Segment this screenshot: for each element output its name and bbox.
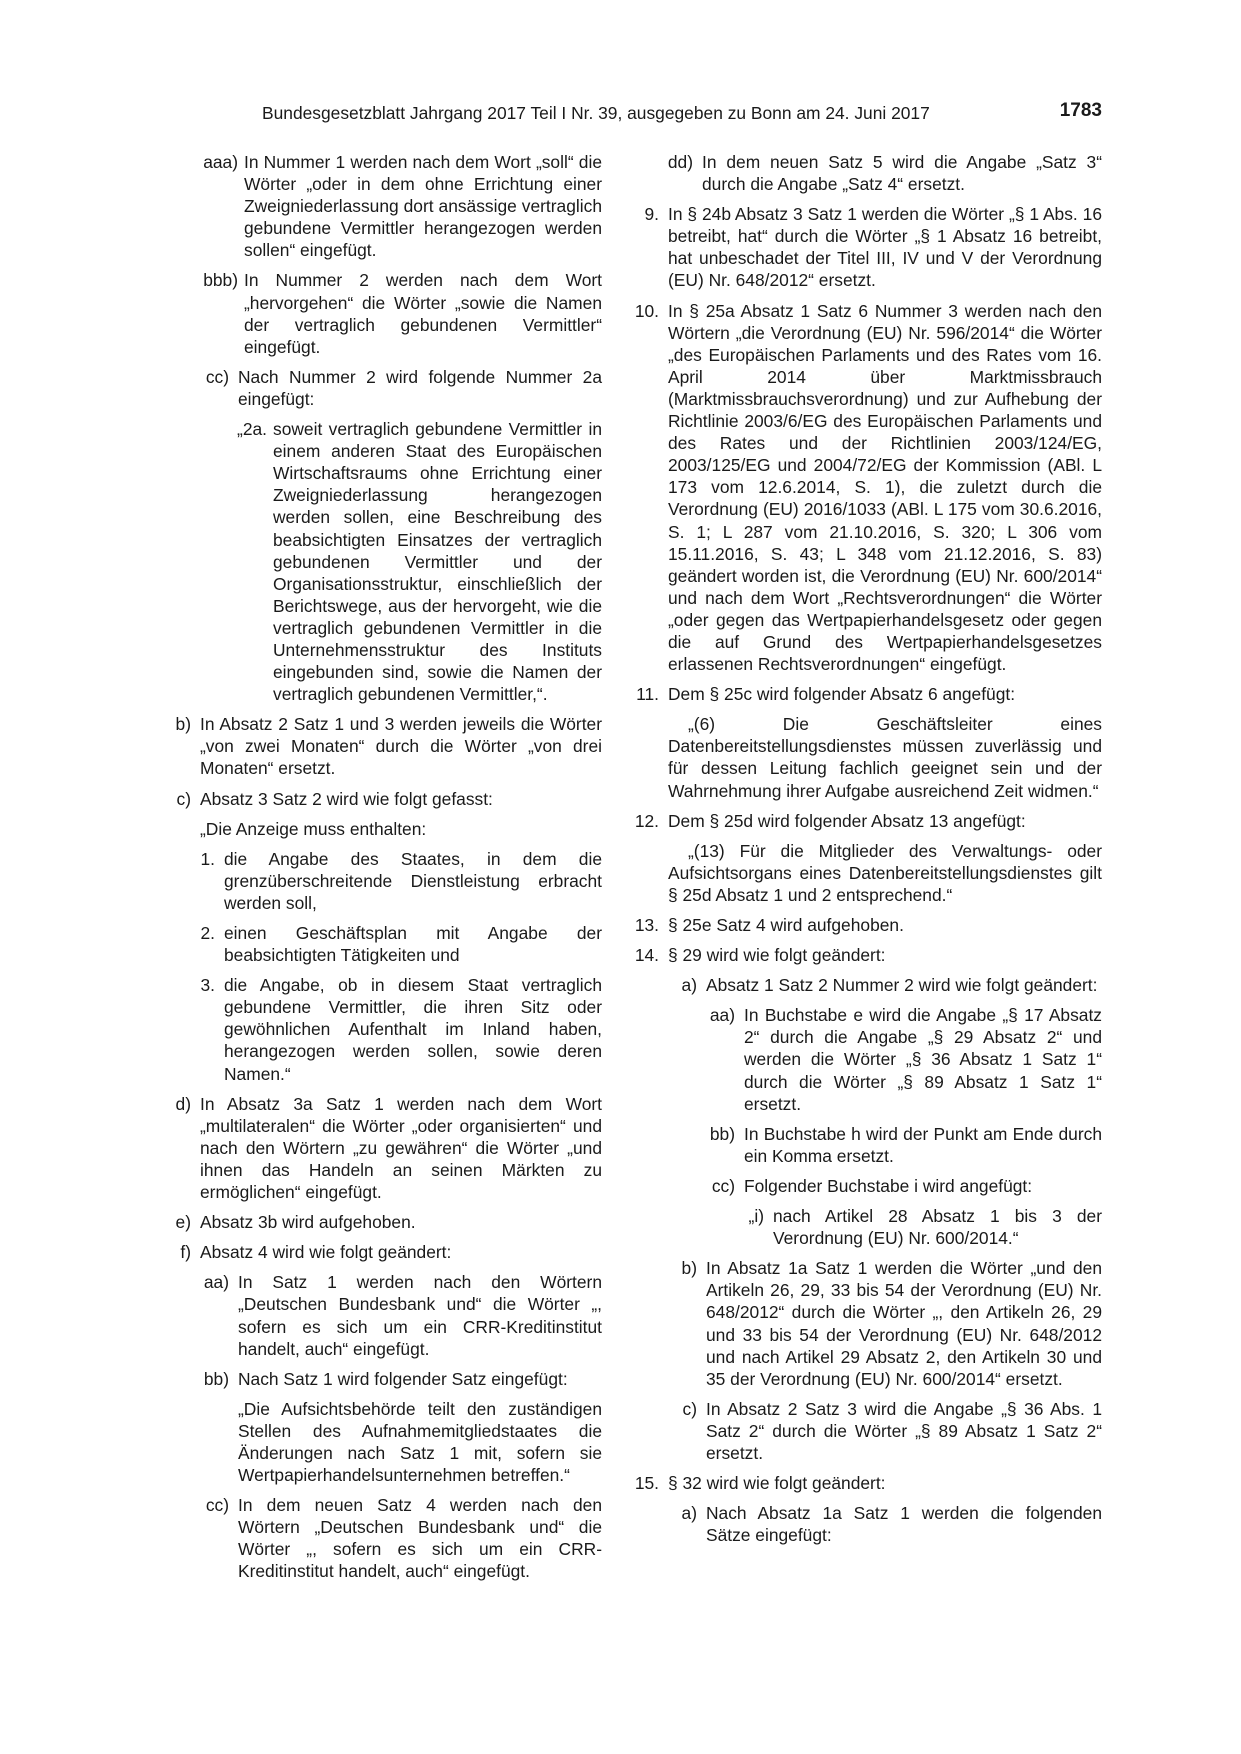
item-text: Absatz 3b wird aufgehoben. bbox=[200, 1212, 416, 1233]
list-item bbox=[630, 974, 1102, 996]
item-text: Absatz 1 Satz 2 Nummer 2 wird wie folgt geändert: bbox=[706, 975, 1098, 996]
item-label: c) bbox=[682, 1398, 697, 1419]
list-item bbox=[162, 848, 602, 914]
quoted-item bbox=[162, 418, 602, 705]
list-item bbox=[630, 1257, 1102, 1390]
item-label: bb) bbox=[203, 1368, 229, 1389]
quoted-text: „Die Anzeige muss enthalten: bbox=[200, 818, 427, 839]
item-text: Nach Absatz 1a Satz 1 werden die folgenden Sätze eingefügt: bbox=[706, 1503, 1102, 1546]
item-text: In Buchstabe e wird die Angabe „§ 17 Absatz 2“ durch die Angabe „§ 29 Absatz 2“ und werden die Wörter „§ 36 Absatz 1 Satz 1“ durch die Wörter „§ 89 Absatz 1 Satz 1“ ersetzt. bbox=[744, 1005, 1102, 1114]
item-text: In Absatz 2 Satz 1 und 3 werden jeweils die Wörter „von zwei Monaten“ durch die Wörter „von drei Monaten“ ersetzt. bbox=[200, 714, 602, 779]
list-item bbox=[630, 1175, 1102, 1197]
item-label: 9. bbox=[644, 204, 659, 225]
list-item bbox=[162, 1271, 602, 1359]
item-label: 14. bbox=[634, 945, 659, 966]
item-label: b) bbox=[681, 1258, 697, 1279]
item-text: Nach Nummer 2 wird folgende Nummer 2a eingefügt: bbox=[238, 366, 602, 409]
item-label: e) bbox=[175, 1212, 191, 1233]
item-label: aaa) bbox=[203, 152, 238, 172]
item-label: 1. bbox=[200, 848, 215, 869]
list-item bbox=[162, 1368, 602, 1390]
item-label: a) bbox=[681, 1503, 697, 1524]
gazette-title: Bundesgesetzblatt Jahrgang 2017 Teil I Nr. 39, ausgegeben zu Bonn am 24. Juni 2017 bbox=[262, 103, 930, 123]
item-text: In § 24b Absatz 3 Satz 1 werden die Wörter „§ 1 Abs. 16 betreibt, hat“ durch die Wörter „§ 1 Absatz 16 betreibt, hat unbeschadet der Titel III, IV und V der Verordnung (EU) Nr. 648/2012“ ersetzt. bbox=[668, 204, 1102, 291]
right-column bbox=[630, 151, 1102, 1554]
item-label: 12. bbox=[634, 810, 659, 831]
list-item bbox=[162, 1494, 602, 1582]
list-item bbox=[162, 151, 602, 261]
item-label: bb) bbox=[709, 1123, 735, 1144]
list-item bbox=[630, 1004, 1102, 1114]
list-item bbox=[162, 713, 602, 779]
item-label: dd) bbox=[667, 152, 693, 172]
item-text: die Angabe, ob in diesem Staat vertraglich gebundene Vermittler, die ihren Sitz oder gewöhnlichen Aufenthalt im Inland haben, herangezogen werden sollen, sowie deren Namen.“ bbox=[224, 975, 602, 1084]
quoted-item bbox=[630, 1205, 1102, 1249]
item-text: einen Geschäftsplan mit Angabe der beabsichtigten Tätigkeiten und bbox=[224, 923, 602, 966]
quoted-text: „(13) Für die Mitglieder des Verwaltungs- oder Aufsichtsorgans eines Datenbereitstellungsdienstes gilt § 25d Absatz 1 und 2 entsprechend.“ bbox=[668, 840, 1102, 905]
list-item bbox=[162, 788, 602, 810]
item-text: In § 25a Absatz 1 Satz 6 Nummer 3 werden nach den Wörtern „die Verordnung (EU) Nr. 596/2014“ die Wörter „des Europäischen Parlaments und des Rates vom 16. April 2014 über Marktmissbrauch (Marktmissbrauchsverordnung) und zur Aufhebung der Richtlinie 2003/6/EG des Europäischen Parlaments und des Rates und der Richtlinien 2003/124/EG, 2003/125/EG und 2004/72/EG der Kommission (ABl. L 173 vom 12.6.2014, S. 1), die zuletzt durch die Verordnung (EU) 2016/1033 (ABl. L 175 vom 30.6.2016, S. 1; L 287 vom 21.10.2016, S. 320; L 306 vom 15.11.2016, S. 43; L 348 vom 21.12.2016, S. 83) geändert worden ist, die Verordnung (EU) Nr. 600/2014“ und nach dem Wort „Rechtsverordnungen“ die Wörter „oder gegen das Wertpapierhandelsgesetz oder gegen die auf Grund des Wertpapierhandelsgesetzes erlassenen Rechtsverordnungen“ eingefügt. bbox=[668, 300, 1102, 675]
list-item bbox=[630, 1398, 1102, 1464]
quoted-text: „Die Aufsichtsbehörde teilt den zuständigen Stellen des Aufnahmemitgliedstaates die Änderungen nach Satz 1 mit, sofern sie Wertpapierhandelsunternehmen betreffen.“ bbox=[238, 1398, 602, 1486]
item-label: f) bbox=[180, 1242, 191, 1263]
item-text: In Absatz 3a Satz 1 werden nach dem Wort „multilateralen“ die Wörter „oder organisierten“ und nach den Wörtern „zu gewähren“ die Wörter „und ihnen das Handeln an seinen Märkten zu ermöglichen“ eingefügt. bbox=[200, 1093, 602, 1203]
item-label: 10. bbox=[634, 300, 659, 321]
list-item bbox=[162, 1093, 602, 1203]
item-label: aa) bbox=[203, 1272, 229, 1293]
item-label: cc) bbox=[205, 366, 229, 387]
item-text: In dem neuen Satz 4 werden nach den Wörtern „Deutschen Bundesbank und“ die Wörter „, sofern es sich um ein CRR-Kreditinstitut handelt, auch“ eingefügt. bbox=[238, 1495, 602, 1582]
item-label: aa) bbox=[709, 1005, 735, 1026]
item-text: § 32 wird wie folgt geändert: bbox=[668, 1473, 886, 1494]
list-item bbox=[630, 810, 1102, 832]
item-label: cc) bbox=[205, 1495, 229, 1516]
left-column bbox=[162, 151, 602, 1591]
item-text: In Absatz 1a Satz 1 werden die Wörter „und den Artikeln 26, 29, 33 bis 54 der Verordnung (EU) Nr. 648/2012“ durch die Wörter „, den Artikeln 26, 29 und 33 bis 54 der Verordnung (EU) Nr. 648/2012 und nach Artikel 29 Absatz 2, den Artikeln 30 und 35 der Verordnung (EU) Nr. 600/2014“ ersetzt. bbox=[706, 1258, 1102, 1389]
item-text: In Absatz 2 Satz 3 wird die Angabe „§ 36 Abs. 1 Satz 2“ durch die Wörter „§ 89 Absatz 1 Satz 2“ ersetzt. bbox=[706, 1398, 1102, 1463]
item-label: 15. bbox=[634, 1473, 659, 1494]
item-label: „i) bbox=[748, 1206, 764, 1227]
item-label: a) bbox=[681, 975, 697, 996]
list-item bbox=[630, 151, 1102, 195]
page-header bbox=[262, 100, 1102, 126]
item-text: Absatz 4 wird wie folgt geändert: bbox=[200, 1242, 452, 1263]
list-item bbox=[630, 944, 1102, 966]
item-text: nach Artikel 28 Absatz 1 bis 3 der Verordnung (EU) Nr. 600/2014.“ bbox=[773, 1206, 1102, 1249]
list-item bbox=[630, 1502, 1102, 1546]
quoted-text: „(6) Die Geschäftsleiter eines Datenbereitstellungsdienstes müssen zuverlässig und für dessen Leitung fachlich geeignet sein und der Wahrnehmung ihrer Aufgabe ausreichend Zeit widmen.“ bbox=[668, 714, 1102, 801]
list-item bbox=[630, 914, 1102, 936]
list-item bbox=[630, 683, 1102, 705]
list-item bbox=[162, 1241, 602, 1263]
list-item bbox=[630, 1472, 1102, 1494]
list-item bbox=[162, 922, 602, 966]
item-text: In Nummer 2 werden nach dem Wort „hervorgehen“ die Wörter „sowie die Namen der vertraglich gebundenen Vermittler“ eingefügt. bbox=[244, 270, 602, 357]
item-text: Absatz 3 Satz 2 wird wie folgt gefasst: bbox=[200, 788, 493, 809]
item-label: 13. bbox=[634, 915, 659, 935]
item-text: In dem neuen Satz 5 wird die Angabe „Satz 3“ durch die Angabe „Satz 4“ ersetzt. bbox=[702, 152, 1102, 195]
item-label: 2. bbox=[200, 923, 215, 943]
list-item bbox=[162, 1211, 602, 1233]
list-item bbox=[162, 366, 602, 410]
item-label: b) bbox=[175, 714, 191, 735]
item-text: soweit vertraglich gebundene Vermittler in einem anderen Staat des Europäischen Wirtschaftsraums ohne Errichtung einer Zweigniederlassung herangezogen werden sollen, eine Beschreibung des beabsichtigten Einsatzes der vertraglich gebundenen Vermittler und der Organisationsstruktur, einschließlich der Berichtswege, aus der hervorgeht, wie die vertraglich gebundenen Vermittler in die Unternehmensstruktur des Instituts eingebunden sind, sowie die Namen der vertraglich gebundenen Vermittler,“. bbox=[273, 419, 602, 705]
item-text: Nach Satz 1 wird folgender Satz eingefügt: bbox=[238, 1368, 568, 1389]
item-text: die Angabe des Staates, in dem die grenzüberschreitende Dienstleistung erbracht werden soll, bbox=[224, 848, 602, 913]
item-text: In Satz 1 werden nach den Wörtern „Deutschen Bundesbank und“ die Wörter „, sofern es sich um ein CRR-Kreditinstitut handelt, auch“ eingefügt. bbox=[238, 1272, 602, 1359]
item-label: 3. bbox=[200, 975, 215, 996]
item-label: bbb) bbox=[203, 270, 238, 291]
page-number: 1783 bbox=[1059, 100, 1102, 121]
item-text: Dem § 25d wird folgender Absatz 13 angefügt: bbox=[668, 810, 1026, 831]
item-label: cc) bbox=[711, 1175, 735, 1196]
list-item bbox=[162, 269, 602, 357]
item-label: c) bbox=[176, 788, 191, 809]
item-label: d) bbox=[175, 1093, 191, 1114]
item-text: In Buchstabe h wird der Punkt am Ende durch ein Komma ersetzt. bbox=[744, 1123, 1102, 1166]
item-text: § 29 wird wie folgt geändert: bbox=[668, 945, 886, 966]
item-label: 11. bbox=[636, 684, 659, 705]
list-item bbox=[630, 1123, 1102, 1167]
item-label: „2a. bbox=[237, 419, 267, 440]
item-text: Dem § 25c wird folgender Absatz 6 angefügt: bbox=[668, 684, 1016, 705]
item-text: Folgender Buchstabe i wird angefügt: bbox=[744, 1175, 1033, 1196]
list-item bbox=[162, 974, 602, 1084]
item-text: § 25e Satz 4 wird aufgehoben. bbox=[668, 915, 904, 935]
item-text: In Nummer 1 werden nach dem Wort „soll“ die Wörter „oder in dem ohne Errichtung einer Zweigniederlassung dort ansässige vertraglich gebundene Vermittler herangezogen werden sollen“ eingefügt. bbox=[244, 152, 602, 261]
list-item bbox=[630, 203, 1102, 291]
list-item bbox=[630, 300, 1102, 676]
